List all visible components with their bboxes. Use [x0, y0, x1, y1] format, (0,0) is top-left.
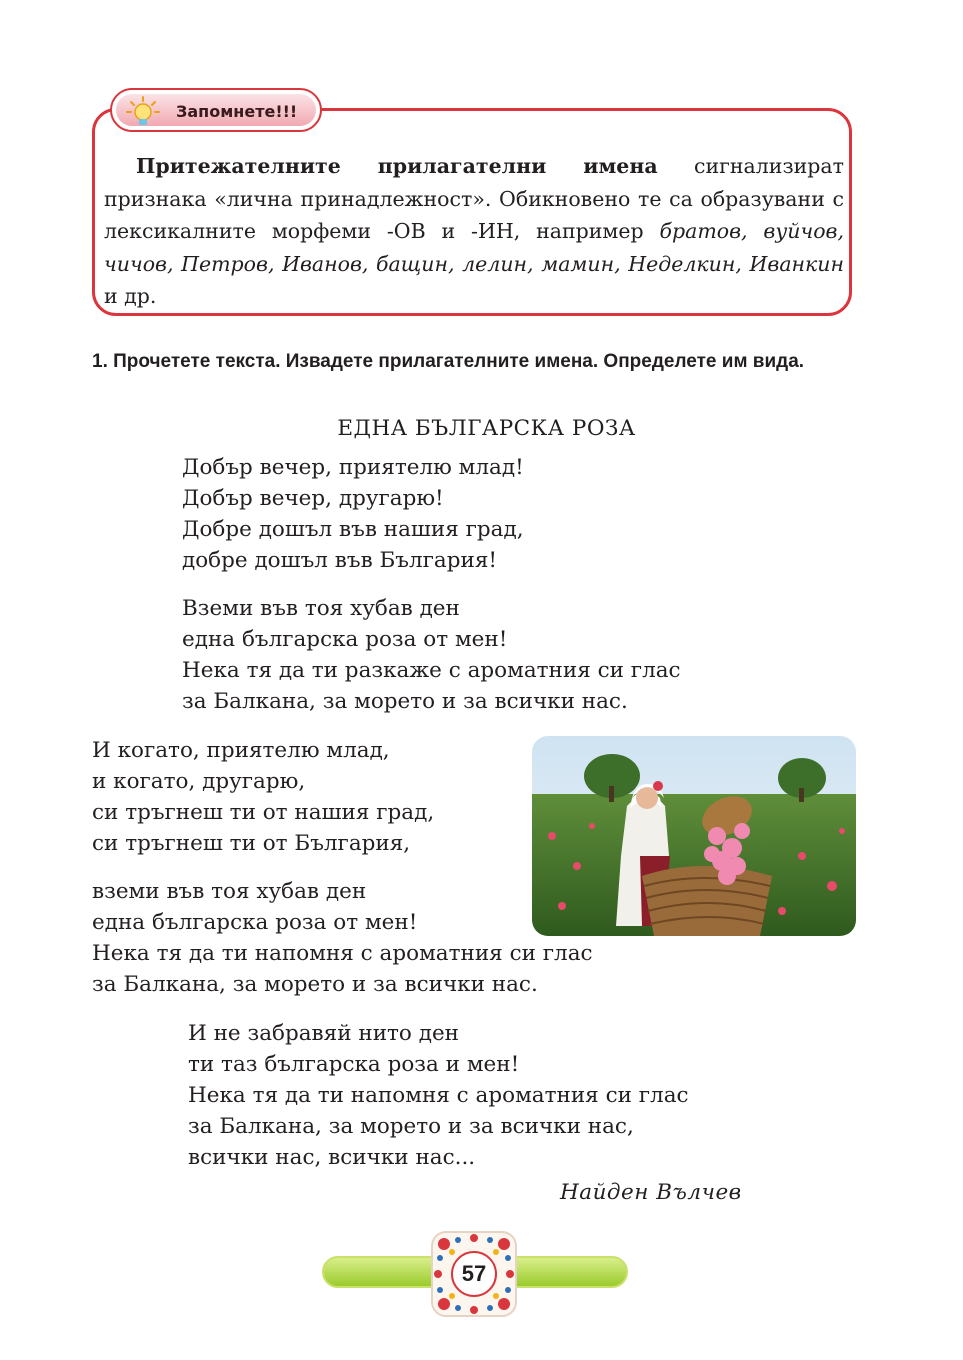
- poem-line: Добър вечер, другарю!: [182, 486, 444, 511]
- poem-line: добре дошъл във България!: [182, 548, 498, 573]
- poem-line: Вземи във тоя хубав ден: [182, 596, 460, 621]
- poem-line: си тръгнеш ти от нашия град,: [92, 800, 435, 825]
- poem-line: за Балкана, за морето и за всички нас,: [188, 1114, 634, 1139]
- poem-line: И не забравяй нито ден: [188, 1021, 459, 1046]
- stanza-3: [92, 735, 434, 859]
- rule-examples: братов, вуйчов, чичов, Петров, Иванов, бащин, лелин, мамин, Неделкин, Иванкин: [104, 219, 844, 276]
- poem-line: една българска роза от мен!: [92, 910, 418, 935]
- lightbulb-icon: [126, 96, 160, 130]
- stanza-4: [92, 876, 593, 1000]
- stanza-1: [182, 452, 524, 576]
- poem-line: всички нас, всички нас...: [188, 1145, 476, 1170]
- poem-line: една българска роза от мен!: [182, 627, 508, 652]
- rose-picker-photo: [532, 736, 856, 936]
- stanza-5: [188, 1018, 689, 1173]
- poem-line: Добър вечер, приятелю млад!: [182, 455, 524, 480]
- remember-label: Запомнете!!!: [176, 102, 298, 121]
- poem-line: вземи във тоя хубав ден: [92, 879, 367, 904]
- poem-line: си тръгнеш ти от България,: [92, 831, 411, 856]
- poem-line: И когато, приятелю млад,: [92, 738, 390, 763]
- poem-line: за Балкана, за морето и за всички нас.: [92, 972, 538, 997]
- rule-text: [104, 150, 844, 313]
- page-number: 57: [461, 1261, 487, 1286]
- poem-line: Нека тя да ти разкаже с ароматния си глас: [182, 658, 681, 683]
- stanza-2: [182, 593, 681, 717]
- rule-text-2: и др.: [104, 284, 157, 308]
- task-instruction: 1. Прочетете текста. Извадете прилагателните имена. Определете им вида.: [92, 351, 805, 372]
- poem-line: за Балкана, за морето и за всички нас.: [182, 689, 628, 714]
- rule-bold: Притежателните прилагателни имена: [136, 154, 658, 178]
- remember-tab: [110, 88, 322, 132]
- poem-title: ЕДНА БЪЛГАРСКА РОЗА: [337, 416, 636, 441]
- poem-line: Нека тя да ти напомня с ароматния си глас: [188, 1083, 689, 1108]
- poem-line: ти таз българска роза и мен!: [188, 1052, 520, 1077]
- poem-line: Нека тя да ти напомня с ароматния си глас: [92, 941, 593, 966]
- poem-line: Добре дошъл във нашия град,: [182, 517, 524, 542]
- poem-author: Найден Вълчев: [560, 1180, 742, 1205]
- rule-text-1: сигнализират признака «лична принадлежност». Обикновено те са образувани с лексикалните морфеми -ОВ и -ИН, например: [104, 154, 844, 243]
- poem-line: и когато, другарю,: [92, 769, 306, 794]
